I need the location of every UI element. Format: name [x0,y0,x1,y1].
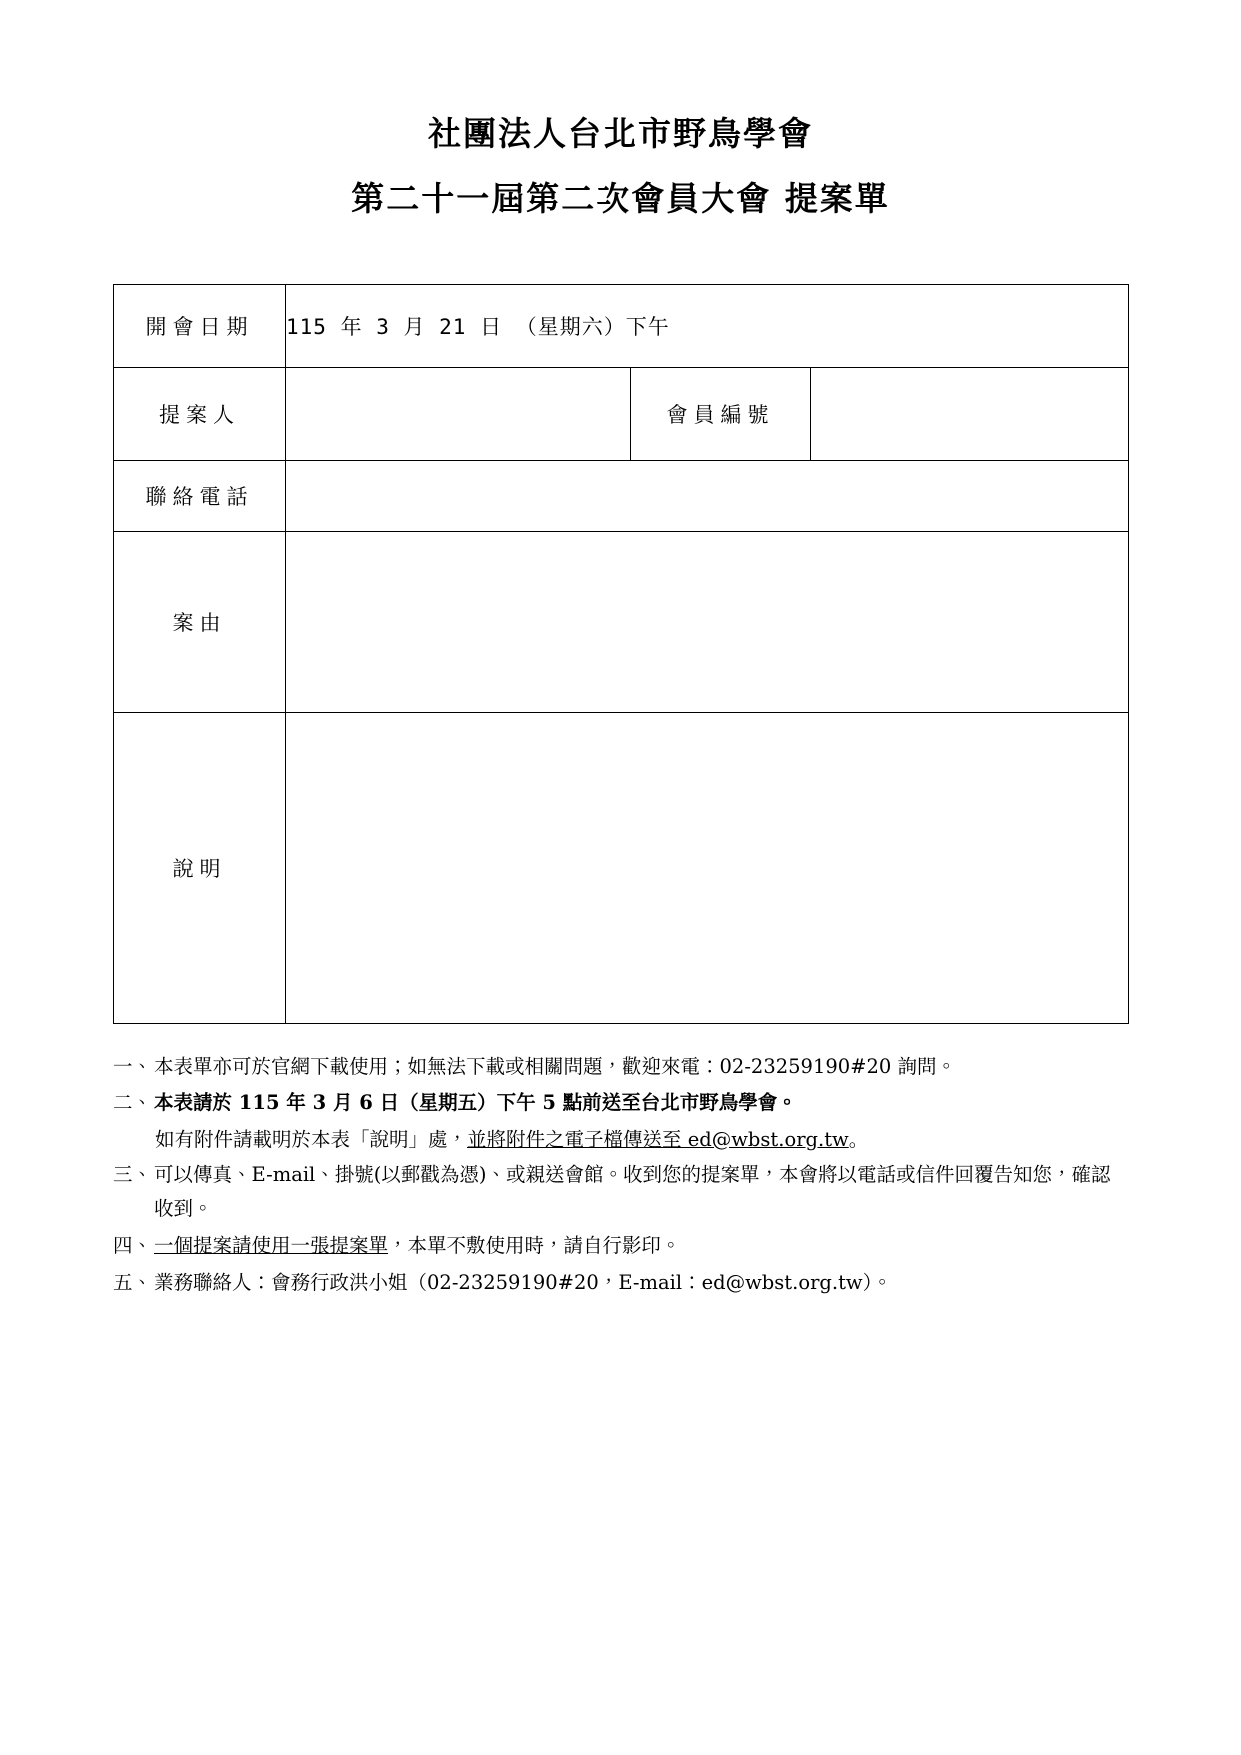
note-sub-prefix: 如有附件請載明於本表「說明」處， [155,1128,468,1151]
table-row-description [114,712,1129,1023]
document-title-block [0,0,1241,226]
input-phone[interactable] [286,460,1129,531]
note-sub-suffix: 。 [848,1128,869,1151]
note-4-underlined: 一個提案請使用一張提案單 [154,1234,389,1258]
note-text-1: 本表單亦可於官網下載使用；如無法下載或相關問題，歡迎來電：02-23259190#20 詢問。 [154,1054,957,1078]
page-title-line-2: 第二十一屆第二次會員大會 提案單 [351,178,890,218]
label-meeting-date: 開會日期 [114,284,286,367]
note-item-1 [113,1050,1128,1085]
note-number-5: 五、 [113,1270,153,1294]
note-item-2-sub [155,1123,1128,1158]
label-case-reason: 案由 [114,531,286,712]
note-item-4 [113,1229,1128,1264]
note-number-1: 一、 [113,1054,153,1078]
table-row-meeting-date [114,284,1129,367]
input-case-reason[interactable] [286,531,1129,712]
note-item-5 [113,1266,1128,1301]
proposal-form [113,284,1128,1024]
note-number-3: 三、 [113,1162,153,1186]
value-meeting-date[interactable]: 115 年 3 月 21 日 （星期六）下午 [286,284,1129,367]
label-member-id: 會員編號 [631,367,811,460]
note-4-rest: ，本單不敷使用時，請自行影印。 [388,1234,681,1258]
note-number-4: 四、 [113,1234,153,1258]
note-text-4-body [154,1229,1128,1264]
proposal-form-table [113,284,1129,1024]
note-number-2: 二、 [113,1091,153,1115]
input-description[interactable] [286,712,1129,1023]
input-member-id[interactable] [811,367,1129,460]
email-link[interactable]: 並將附件之電子檔傳送至 ed@wbst.org.tw [467,1128,849,1151]
note-item-2 [113,1086,1128,1121]
notes-section [113,1050,1128,1301]
note-text-3: 可以傳真、E-mail、掛號(以郵戳為憑)、或親送會館。收到您的提案單，本會將以電話或信件回覆告知您，確認收到。 [154,1162,1111,1221]
table-row-case-reason [114,531,1129,712]
note-item-3 [113,1158,1128,1227]
input-proposer[interactable] [286,367,631,460]
label-proposer: 提案人 [114,367,286,460]
note-text-5: 業務聯絡人：會務行政洪小姐（02-23259190#20，E-mail：ed@wbst.org.tw）。 [154,1270,892,1294]
table-row-proposer [114,367,1129,460]
label-phone: 聯絡電話 [114,460,286,531]
note-text-2: 本表請於 115 年 3 月 6 日（星期五）下午 5 點前送至台北市野鳥學會。 [154,1091,797,1115]
page-title-line-1: 社團法人台北市野鳥學會 [428,114,813,153]
label-description: 說明 [114,712,286,1023]
table-row-phone [114,460,1129,531]
